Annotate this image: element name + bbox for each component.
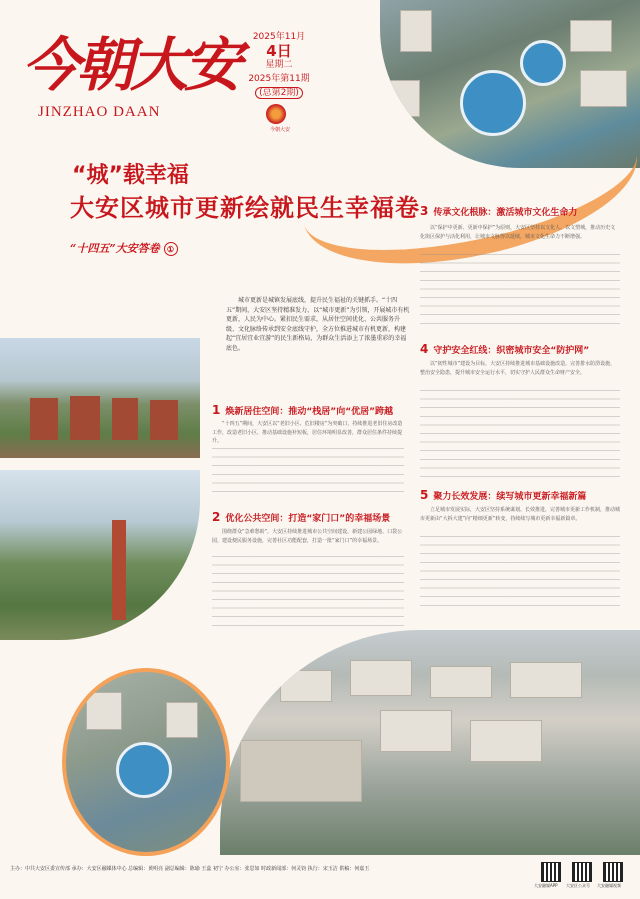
pool-shape bbox=[116, 742, 172, 798]
building-shape bbox=[380, 710, 452, 752]
section-5-body: 立足城市发展实际，大安区坚持系统谋划、长效推进，完善城市更新工作机制，推动城市更新由“大拆大建”向“精细更新”转变，持续续写城市更新幸福新篇章。 bbox=[420, 507, 621, 522]
photo-park-wall bbox=[0, 338, 200, 458]
section-5-text-block bbox=[420, 536, 620, 612]
section-3-body: 以“保护中更新、更新中保护”为原则，大安区坚持以文化人、以文塑城，推动历史文化街区保护与活化利用，让城市文脉得以延续，城市文化生命力不断增强。 bbox=[420, 225, 616, 240]
building-shape bbox=[570, 20, 612, 52]
issue-number: 2025年第11期 bbox=[248, 74, 310, 84]
qr-label: 大安区公众号 bbox=[566, 883, 590, 888]
qr-code-icon bbox=[603, 862, 623, 882]
section-4-body: 以“韧性城市”建设为目标，大安区持续推进城市基础设施改造，完善排水防涝设施，整治安全隐患，提升城市安全运行水平，切实守护人民群众生命财产安全。 bbox=[420, 361, 616, 376]
qr-code-icon bbox=[541, 862, 561, 882]
section-2-text-block bbox=[212, 556, 404, 626]
section-1-number: 1 bbox=[212, 403, 221, 417]
section-5-number: 5 bbox=[420, 488, 429, 502]
tower-landmark bbox=[112, 520, 126, 620]
section-2-title: 优化公共空间：打造“家门口”的幸福场景 bbox=[225, 514, 391, 524]
building-shape bbox=[240, 740, 362, 802]
footer-credits: 主办：中共大安区委宣传部 承办：大安区融媒体中心 总编辑：黄明亮 副总编辑：陈瑜 王蕊 初宁 办公室：张思如 时政新闻部：何灵钧 执行：宋玉洁 供稿：何嘉玉 bbox=[10, 866, 370, 872]
issue-year-month: 2025年11月 bbox=[252, 32, 306, 42]
building-shape bbox=[390, 80, 420, 117]
series-number: ① bbox=[164, 242, 178, 256]
wall-sculpture bbox=[30, 398, 58, 440]
building-shape bbox=[580, 70, 627, 107]
section-3-title: 传承文化根脉：激活城市文化生命力 bbox=[433, 208, 578, 218]
section-2-body: 围绕群众“急难愁盼”，大安区持续推进城市公共空间建设，新建公园绿地、口袋公园，建设便民服务设施，完善社区功能配套，打造一批“家门口”的幸福场景。 bbox=[212, 529, 403, 544]
section-5-heading bbox=[420, 488, 586, 502]
section-5-title: 聚力长效发展：续写城市更新幸福新篇 bbox=[433, 492, 587, 502]
lead-paragraph: 城市更新是城镇发展底线，提升民生福祉的关键抓手。“十四五”期间，大安区坚持精准发力，以“城市更新”为引领，开展城市有机更新，人民为中心。紧扣民生需求，从居住空间优化、公共服务升级、文化脉络传承到安全底线守护，全方位推进城市有机更新，构建起“宜居宜业宜游”的民生新格局，为群众生活添上了浓墨重彩的幸福底色。 bbox=[226, 297, 410, 352]
pool-shape bbox=[520, 40, 566, 86]
building-shape bbox=[166, 702, 198, 738]
section-1-heading bbox=[212, 403, 393, 417]
section-3-heading bbox=[420, 204, 577, 218]
section-2-heading bbox=[212, 510, 390, 524]
section-1-title: 焕新居住空间：推动“栈居”向“优居”跨越 bbox=[225, 407, 394, 417]
building-shape bbox=[350, 660, 412, 696]
qr-label: 大安融媒APP bbox=[534, 883, 558, 888]
building-shape bbox=[280, 670, 332, 702]
photo-park-tower bbox=[0, 470, 200, 640]
section-1-body: “十四五”期间，大安区以“老旧小区、危旧楼房”为突破口，持续推进老旧住房改造工作，改造老旧小区，推动基础设施补短板，居住环境明显改善，群众居住条件持续提升。 bbox=[212, 421, 403, 445]
media-logo-icon bbox=[266, 104, 286, 124]
building-shape bbox=[470, 720, 542, 762]
qr-label: 大安融媒视频 bbox=[597, 883, 621, 888]
qr-code-icon bbox=[572, 862, 592, 882]
section-2-number: 2 bbox=[212, 510, 221, 524]
wall-sculpture bbox=[112, 398, 138, 440]
section-4-title: 守护安全红线：织密城市安全“防护网” bbox=[433, 346, 590, 356]
headline-main: 大安区城市更新绘就民生幸福卷 bbox=[70, 194, 420, 222]
series-label bbox=[70, 240, 178, 256]
masthead-title: 今朝大安 bbox=[22, 31, 239, 99]
issue-total: (总第2期) bbox=[255, 87, 303, 99]
section-4-number: 4 bbox=[420, 342, 429, 356]
aerial-photo-small bbox=[62, 668, 230, 856]
building-shape bbox=[86, 692, 122, 730]
aerial-photo-bottom bbox=[220, 630, 640, 855]
issue-day: 4日 bbox=[266, 42, 292, 60]
building-shape bbox=[400, 10, 432, 52]
section-3-text-block bbox=[420, 254, 620, 330]
wall-sculpture bbox=[150, 400, 178, 440]
section-1-text-block bbox=[212, 448, 404, 498]
building-shape bbox=[510, 662, 582, 698]
section-4-text-block bbox=[420, 390, 620, 482]
section-3-number: 3 bbox=[420, 204, 429, 218]
wall-sculpture bbox=[70, 396, 100, 440]
headline-kicker: “城”载幸福 bbox=[72, 163, 189, 188]
masthead-pinyin: JINZHAO DAAN bbox=[38, 104, 161, 120]
building-shape bbox=[430, 666, 492, 698]
issue-info bbox=[242, 30, 316, 100]
issue-weekday: 星期二 bbox=[265, 60, 293, 70]
series-text: “十四五”大安答卷 bbox=[70, 242, 160, 255]
section-4-heading bbox=[420, 342, 589, 356]
logo-text: 今朝大安 bbox=[269, 127, 290, 133]
